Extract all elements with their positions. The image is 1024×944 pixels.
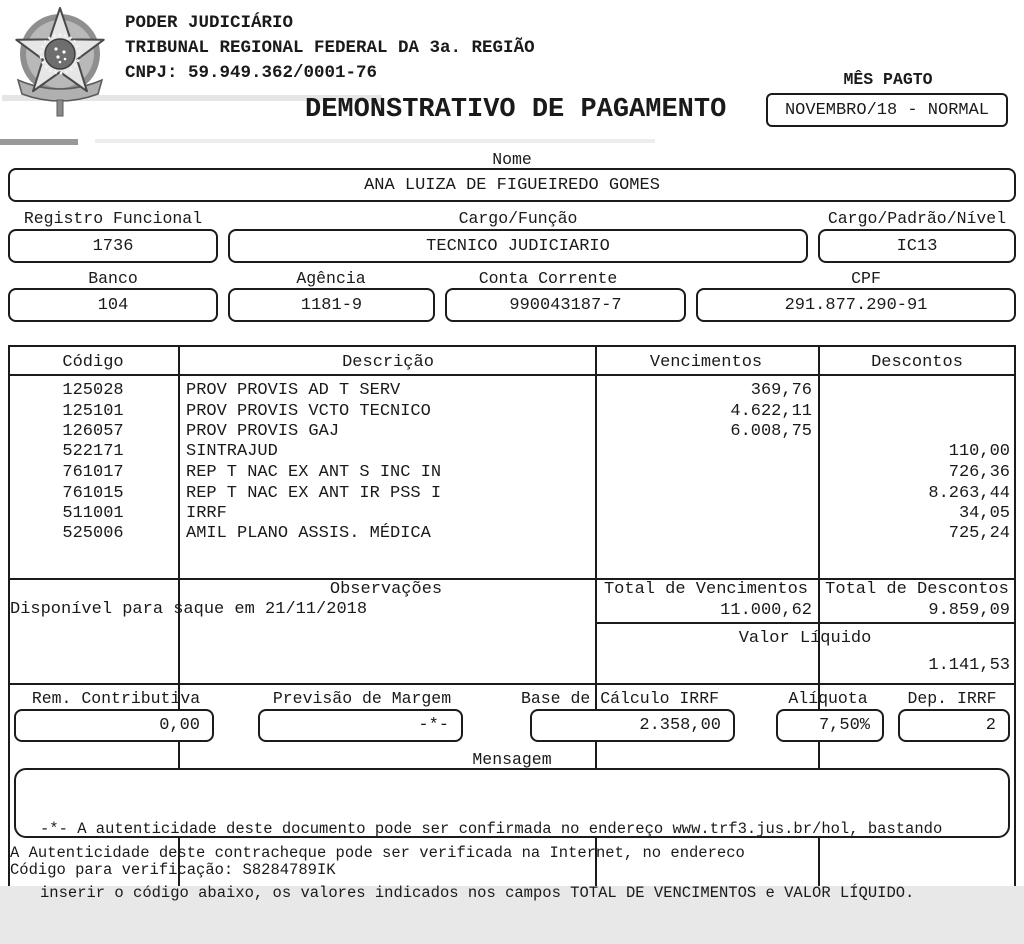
total-descontos-value: 9.859,09: [928, 601, 1010, 620]
cargo-padrao-nivel-value: IC13: [896, 236, 938, 256]
mes-pagto-value: NOVEMBRO/18 - NORMAL: [784, 100, 990, 120]
banco-box: [8, 288, 218, 322]
row-descontos: 725,24: [948, 524, 1010, 543]
row-codigo: 125101: [62, 402, 124, 421]
table-header-separator: [8, 374, 1016, 376]
dep-irrf-box: [898, 709, 1010, 742]
row-vencimentos: 6.008,75: [730, 422, 812, 441]
row-descontos: 726,36: [948, 463, 1010, 482]
footer-auth-text: A Autenticidade deste contracheque pode ser verificada na Internet, no endereco: [10, 844, 745, 862]
row-descontos: 110,00: [948, 442, 1010, 461]
registro-funcional-label: Registro Funcional: [23, 209, 203, 228]
conta-corrente-value: 990043187-7: [509, 295, 622, 315]
row-descricao: SINTRAJUD: [186, 442, 278, 461]
org-name-line2: TRIBUNAL REGIONAL FEDERAL DA 3a. REGIÃO: [125, 38, 535, 58]
row-codigo: 761017: [62, 463, 124, 482]
registro-funcional-box: [8, 229, 218, 263]
footer-verification-code: Código para verificação: S8284789IK: [10, 861, 336, 879]
mensagem-line1: -*- A autenticidade deste documento pode ser confirmada no endereço www.trf3.jus.br/hol, bastando: [40, 820, 943, 838]
nome-value: ANA LUIZA DE FIGUEIREDO GOMES: [364, 175, 660, 195]
totals-separator: [595, 622, 1016, 624]
row-codigo: 126057: [62, 422, 124, 441]
nome-value-box: [8, 168, 1016, 202]
page-title: DEMONSTRATIVO DE PAGAMENTO: [305, 95, 727, 125]
row-vencimentos: 369,76: [750, 381, 812, 400]
conta-corrente-label: Conta Corrente: [478, 269, 618, 288]
scan-artifact: [0, 139, 78, 145]
summary-separator: [8, 683, 1016, 685]
row-descricao: PROV PROVIS VCTO TECNICO: [186, 402, 431, 421]
base-calculo-irrf-value: 2.358,00: [639, 716, 721, 735]
row-descricao: REP T NAC EX ANT IR PSS I: [186, 484, 442, 503]
org-cnpj: CNPJ: 59.949.362/0001-76: [125, 63, 378, 83]
mensagem-line2: inserir o código abaixo, os valores indicados nos campos TOTAL DE VENCIMENTOS e VALOR LÍQUIDO.: [40, 884, 915, 902]
valor-liquido-value: 1.141,53: [928, 656, 1010, 675]
valor-liquido-label: Valor Líquido: [738, 629, 872, 648]
conta-corrente-box: [445, 288, 686, 322]
cargo-funcao-value: TECNICO JUDICIARIO: [426, 236, 610, 256]
total-vencimentos-label: Total de Vencimentos: [603, 580, 809, 599]
row-descricao: IRRF: [186, 504, 227, 523]
dep-irrf-value: 2: [985, 716, 996, 735]
agencia-label: Agência: [296, 269, 366, 288]
rem-contributiva-label: Rem. Contributiva: [31, 689, 201, 708]
mensagem-label: Mensagem: [472, 750, 552, 769]
aliquota-label: Alíquota: [788, 689, 868, 708]
row-codigo: 522171: [62, 442, 124, 461]
aliquota-box: [776, 709, 884, 742]
scan-artifact: [95, 139, 655, 143]
table-border-top: [8, 345, 1016, 347]
rem-contributiva-box: [14, 709, 214, 742]
column-header-vencimentos: Vencimentos: [649, 353, 763, 372]
rem-contributiva-value: 0,00: [159, 716, 200, 735]
cpf-value: 291.877.290-91: [784, 295, 928, 315]
row-descricao: REP T NAC EX ANT S INC IN: [186, 463, 442, 482]
cargo-funcao-box: [228, 229, 808, 263]
dep-irrf-label: Dep. IRRF: [907, 689, 997, 708]
cpf-label: CPF: [851, 269, 881, 288]
agencia-value: 1181-9: [300, 295, 363, 315]
observacoes-text: Disponível para saque em 21/11/2018: [10, 600, 368, 619]
registro-funcional-value: 1736: [92, 236, 134, 256]
brazil-coat-of-arms-icon: [8, 4, 112, 127]
banco-value: 104: [97, 295, 129, 315]
row-vencimentos: 4.622,11: [730, 402, 812, 421]
cargo-padrao-nivel-box: [818, 229, 1016, 263]
total-descontos-label: Total de Descontos: [825, 580, 1009, 599]
previsao-margem-label: Previsão de Margem: [272, 689, 452, 708]
base-calculo-irrf-label: Base de Cálculo IRRF: [520, 689, 720, 708]
base-calculo-irrf-box: [530, 709, 735, 742]
cargo-funcao-label: Cargo/Função: [458, 209, 578, 228]
row-descricao: AMIL PLANO ASSIS. MÉDICA: [186, 524, 431, 543]
mes-pagto-value-box: [766, 93, 1008, 127]
column-header-codigo: Código: [62, 353, 124, 372]
previsao-margem-box: [258, 709, 463, 742]
mes-pagto-label: MÊS PAGTO: [843, 70, 933, 89]
row-codigo: 525006: [62, 524, 124, 543]
row-codigo: 511001: [62, 504, 124, 523]
total-vencimentos-value: 11.000,62: [720, 601, 812, 620]
nome-label: Nome: [492, 150, 532, 169]
row-descricao: PROV PROVIS GAJ: [186, 422, 340, 441]
row-codigo: 125028: [62, 381, 124, 400]
column-header-descontos: Descontos: [871, 353, 963, 372]
cpf-box: [696, 288, 1016, 322]
observacoes-label: Observações: [329, 580, 443, 599]
row-descontos: 8.263,44: [928, 484, 1010, 503]
banco-label: Banco: [88, 269, 138, 288]
org-name-line1: PODER JUDICIÁRIO: [125, 13, 294, 33]
column-header-descricao: Descrição: [342, 353, 434, 372]
row-descontos: 34,05: [958, 504, 1010, 523]
row-descricao: PROV PROVIS AD T SERV: [186, 381, 401, 400]
cargo-padrao-nivel-label: Cargo/Padrão/Nível: [827, 209, 1007, 228]
row-codigo: 761015: [62, 484, 124, 503]
aliquota-value: 7,50%: [818, 716, 870, 735]
agencia-box: [228, 288, 435, 322]
previsao-margem-value: -*-: [418, 716, 449, 735]
table-border-right: [1014, 345, 1016, 886]
